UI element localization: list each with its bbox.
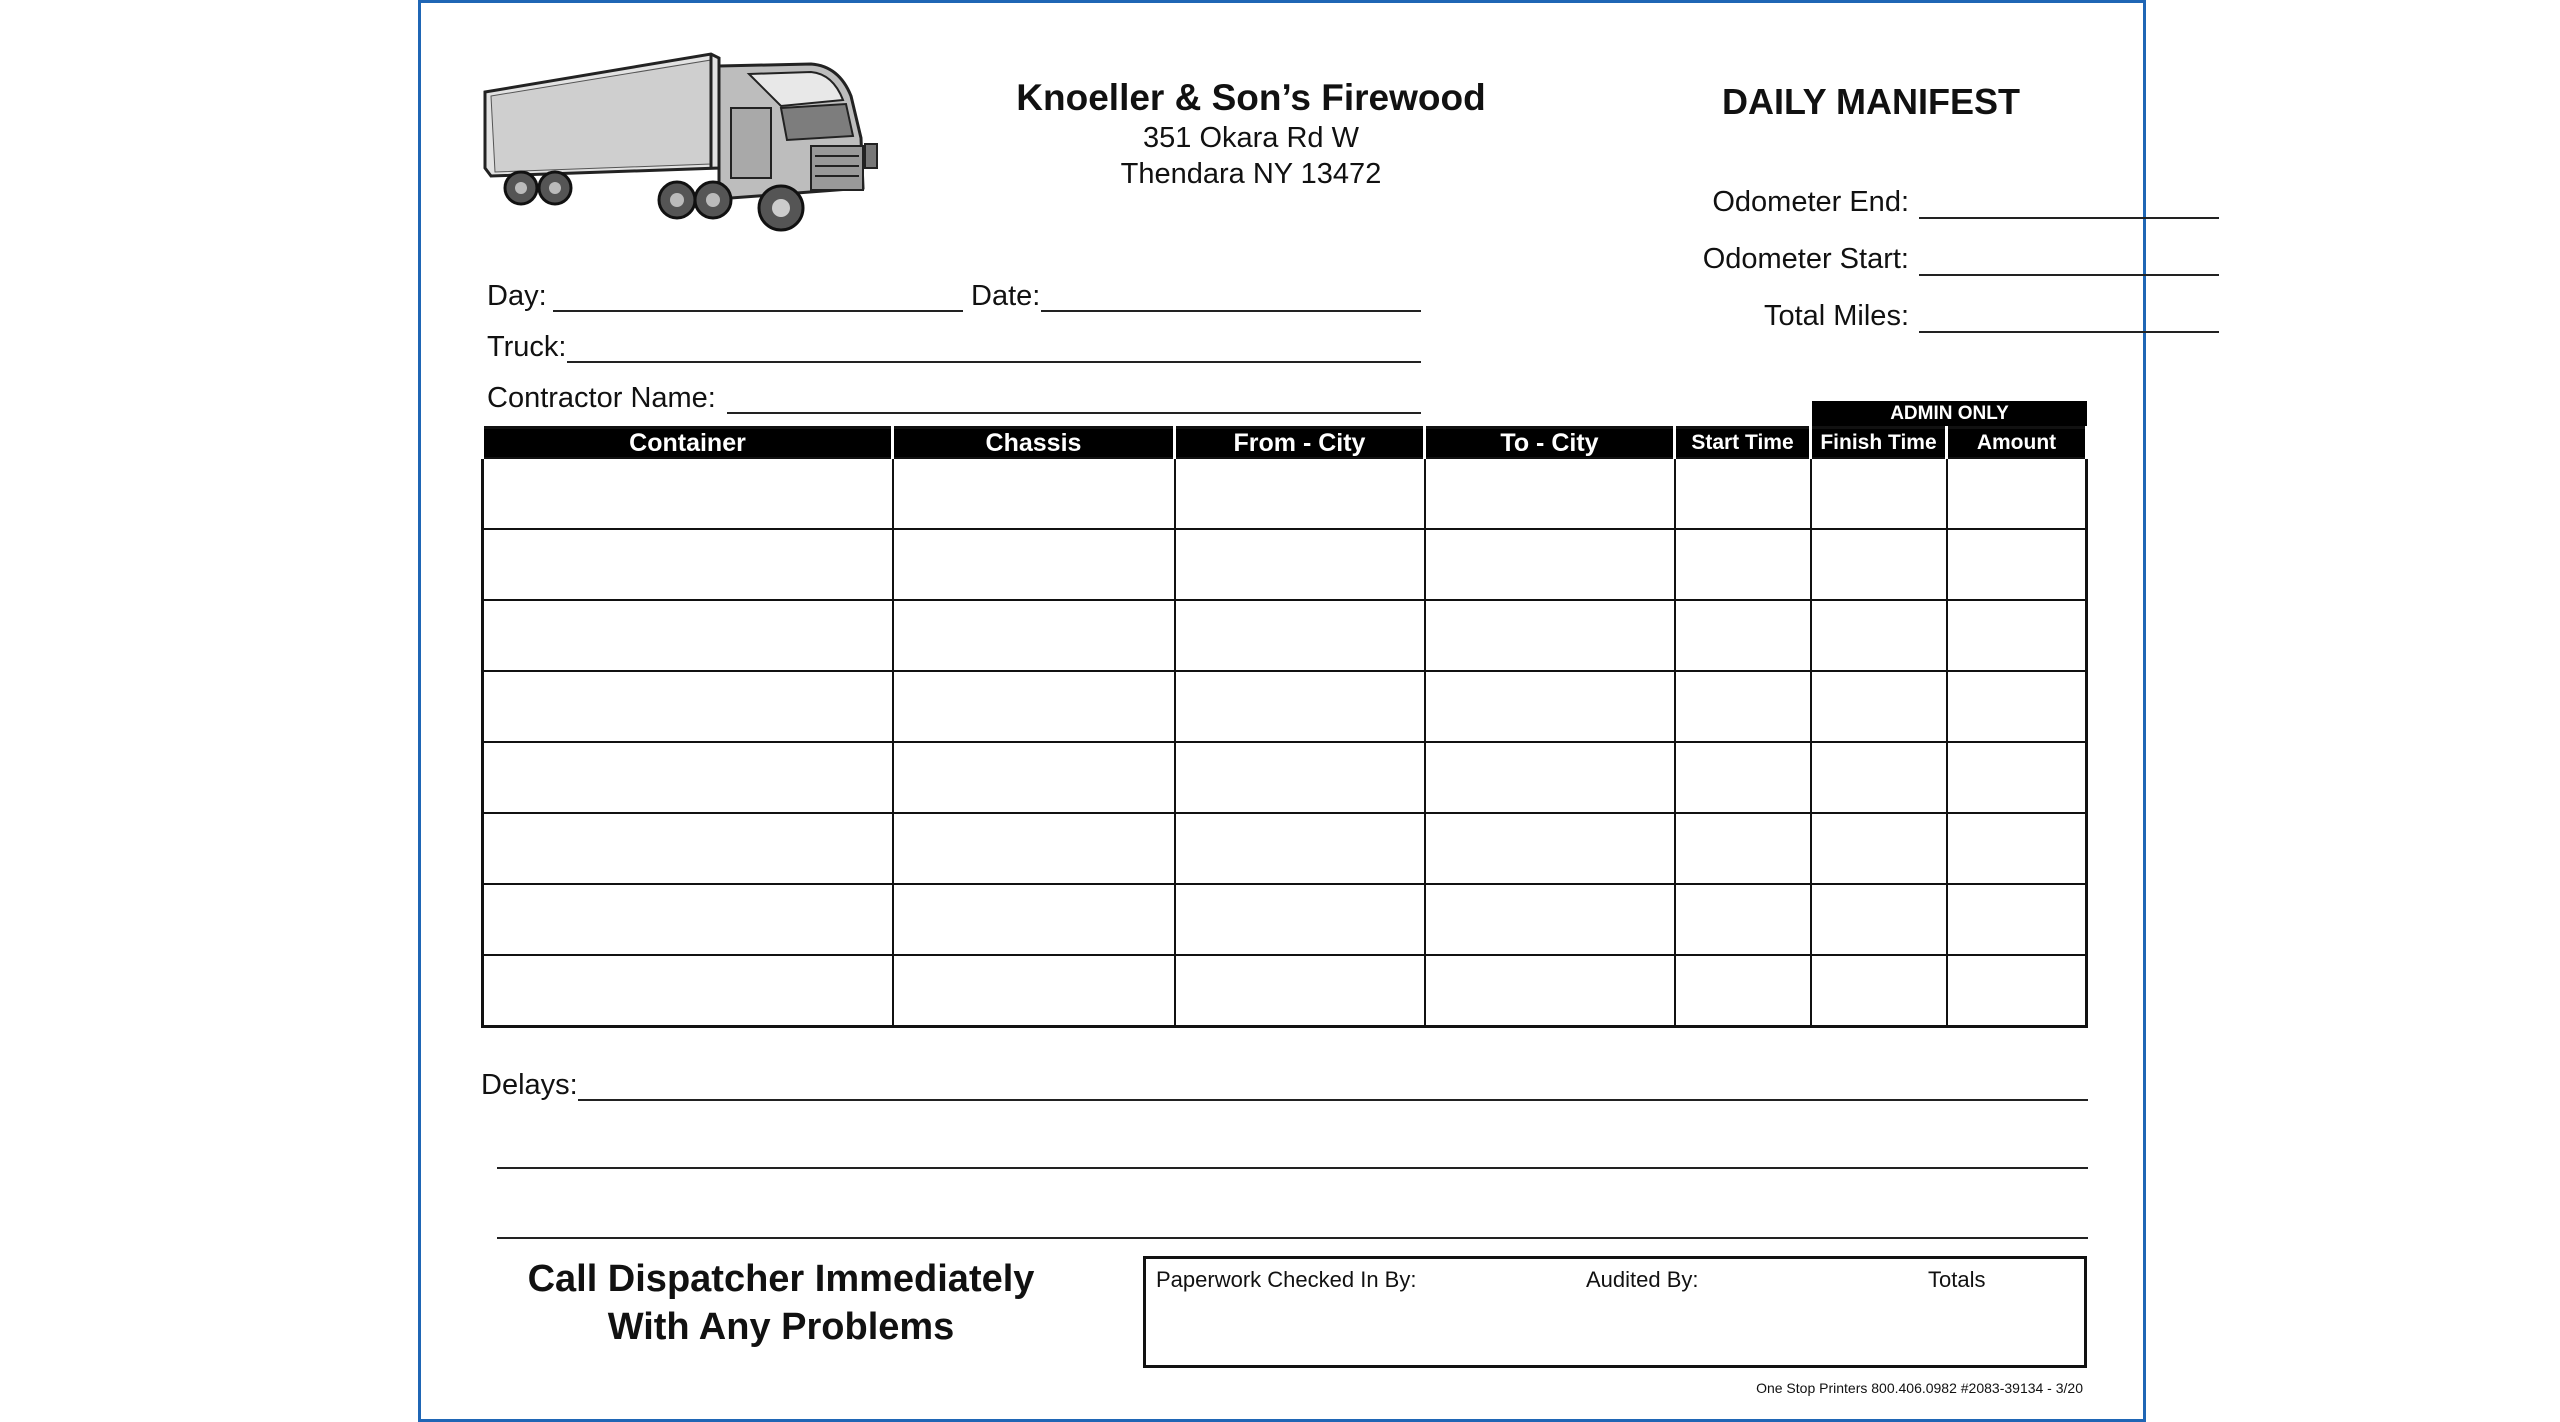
table-cell[interactable]: [483, 742, 893, 813]
table-cell[interactable]: [1811, 884, 1947, 955]
table-cell[interactable]: [893, 813, 1175, 884]
table-row: [483, 671, 2087, 742]
table-row: [483, 813, 2087, 884]
table-cell[interactable]: [1675, 813, 1811, 884]
table-cell[interactable]: [1811, 600, 1947, 671]
col-header-amount: Amount: [1947, 428, 2087, 459]
col-header-to-city: To - City: [1425, 428, 1675, 459]
day-label: Day:: [487, 280, 547, 312]
contractor-name-field[interactable]: [727, 412, 1421, 414]
table-row: [483, 955, 2087, 1027]
table-cell[interactable]: [483, 529, 893, 600]
table-cell[interactable]: [1675, 955, 1811, 1027]
paperwork-checked-label: Paperwork Checked In By:: [1156, 1267, 1417, 1292]
company-block: [1001, 76, 1501, 192]
call-dispatcher-line1: Call Dispatcher Immediately: [527, 1258, 1035, 1300]
table-cell[interactable]: [483, 884, 893, 955]
table-cell[interactable]: [1947, 600, 2087, 671]
table-row: [483, 458, 2087, 529]
table-cell[interactable]: [1947, 529, 2087, 600]
table-cell[interactable]: [893, 458, 1175, 529]
table-cell[interactable]: [1675, 884, 1811, 955]
table-cell[interactable]: [1425, 458, 1675, 529]
col-header-from-city: From - City: [1175, 428, 1425, 459]
col-header-container: Container: [483, 428, 893, 459]
signoff-box[interactable]: [1143, 1256, 2087, 1368]
table-cell[interactable]: [1675, 529, 1811, 600]
truck-field[interactable]: [567, 361, 1421, 363]
delays-line-3[interactable]: [497, 1237, 2088, 1239]
table-row: [483, 600, 2087, 671]
table-cell[interactable]: [1811, 458, 1947, 529]
audited-by-label: Audited By:: [1586, 1267, 1699, 1292]
semi-truck-icon: [481, 48, 921, 248]
table-cell[interactable]: [893, 742, 1175, 813]
delays-line-1[interactable]: [578, 1099, 2088, 1101]
totals-label: Totals: [1928, 1267, 1986, 1292]
table-cell[interactable]: [483, 813, 893, 884]
col-header-chassis: Chassis: [893, 428, 1175, 459]
manifest-table: [481, 426, 2088, 1028]
table-cell[interactable]: [1425, 955, 1675, 1027]
call-dispatcher-line2: With Any Problems: [607, 1306, 955, 1348]
table-cell[interactable]: [1175, 742, 1425, 813]
odometer-end-label: Odometer End:: [1712, 186, 1909, 218]
table-cell[interactable]: [1947, 955, 2087, 1027]
delays-line-2[interactable]: [497, 1167, 2088, 1169]
table-cell[interactable]: [1175, 529, 1425, 600]
table-cell[interactable]: [483, 600, 893, 671]
table-cell[interactable]: [483, 955, 893, 1027]
table-cell[interactable]: [483, 671, 893, 742]
table-cell[interactable]: [1425, 529, 1675, 600]
odometer-start-field[interactable]: [1919, 274, 2219, 276]
table-cell[interactable]: [1425, 742, 1675, 813]
delays-label: Delays:: [481, 1069, 578, 1101]
company-name: Knoeller & Son’s Firewood: [1016, 77, 1486, 118]
truck-label: Truck:: [487, 331, 567, 363]
table-cell[interactable]: [1811, 671, 1947, 742]
table-cell[interactable]: [1175, 600, 1425, 671]
table-cell[interactable]: [1675, 671, 1811, 742]
table-cell[interactable]: [1425, 813, 1675, 884]
manifest-form: [418, 0, 2146, 1422]
table-cell[interactable]: [893, 600, 1175, 671]
table-cell[interactable]: [893, 529, 1175, 600]
odometer-end-field[interactable]: [1919, 217, 2219, 219]
company-address-line2: Thendara NY 13472: [1120, 158, 1382, 190]
table-cell[interactable]: [1811, 813, 1947, 884]
table-row: [483, 884, 2087, 955]
table-header-row: [483, 428, 2087, 459]
table-cell[interactable]: [1425, 884, 1675, 955]
table-cell[interactable]: [1675, 600, 1811, 671]
table-cell[interactable]: [1947, 813, 2087, 884]
table-cell[interactable]: [893, 955, 1175, 1027]
table-cell[interactable]: [483, 458, 893, 529]
table-cell[interactable]: [1675, 742, 1811, 813]
table-cell[interactable]: [1175, 955, 1425, 1027]
table-cell[interactable]: [1811, 529, 1947, 600]
table-cell[interactable]: [1675, 458, 1811, 529]
date-field[interactable]: [1041, 310, 1421, 312]
table-cell[interactable]: [1425, 600, 1675, 671]
form-title: DAILY MANIFEST: [1721, 81, 2021, 122]
col-header-finish-time: Finish Time: [1811, 428, 1947, 459]
table-cell[interactable]: [893, 884, 1175, 955]
table-cell[interactable]: [893, 671, 1175, 742]
admin-only-banner: ADMIN ONLY: [1812, 401, 2087, 427]
odometer-start-label: Odometer Start:: [1702, 243, 1909, 275]
table-cell[interactable]: [1175, 884, 1425, 955]
table-cell[interactable]: [1175, 458, 1425, 529]
day-field[interactable]: [553, 310, 963, 312]
table-row: [483, 529, 2087, 600]
company-address-line1: 351 Okara Rd W: [1143, 122, 1359, 154]
table-cell[interactable]: [1175, 813, 1425, 884]
table-cell[interactable]: [1947, 671, 2087, 742]
table-cell[interactable]: [1811, 742, 1947, 813]
col-header-start-time: Start Time: [1675, 428, 1811, 459]
printer-footer: One Stop Printers 800.406.0982 #2083-39134 - 3/20: [1756, 1380, 2083, 1396]
table-cell[interactable]: [1811, 955, 1947, 1027]
call-dispatcher-notice: [501, 1255, 1061, 1351]
date-label: Date:: [971, 280, 1041, 312]
total-miles-field[interactable]: [1919, 331, 2219, 333]
table-cell[interactable]: [1947, 884, 2087, 955]
table-row: [483, 742, 2087, 813]
total-miles-label: Total Miles:: [1763, 300, 1909, 332]
table-cell[interactable]: [1947, 742, 2087, 813]
table-cell[interactable]: [1425, 671, 1675, 742]
contractor-name-label: Contractor Name:: [487, 382, 716, 414]
table-cell[interactable]: [1175, 671, 1425, 742]
table-cell[interactable]: [1947, 458, 2087, 529]
